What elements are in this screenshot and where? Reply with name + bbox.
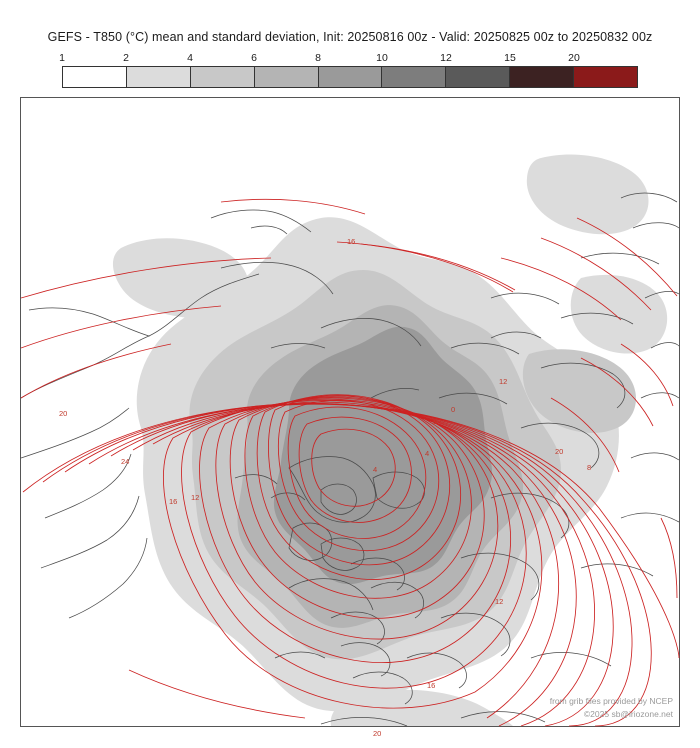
map-svg (21, 98, 679, 738)
colorbar-swatch-1 (127, 67, 191, 87)
svg-text:12: 12 (191, 493, 200, 502)
colorbar-tick-8: 20 (568, 52, 580, 64)
colorbar-swatch-4 (319, 67, 383, 87)
colorbar-swatch-8 (574, 67, 637, 87)
colorbar-tick-7: 15 (504, 52, 516, 64)
colorbar-strip (62, 66, 638, 88)
page-title: GEFS - T850 (°C) mean and standard deviation, Init: 20250816 00z - Valid: 20250825 00z to 20250832 00z (47, 30, 653, 44)
svg-text:4: 4 (373, 465, 378, 474)
colorbar-swatch-5 (382, 67, 446, 87)
stddev-shading (113, 155, 667, 726)
svg-text:8: 8 (587, 463, 592, 472)
colorbar-swatch-7 (510, 67, 574, 87)
colorbar-tick-1: 2 (123, 52, 129, 64)
svg-text:20: 20 (59, 409, 68, 418)
svg-text:16: 16 (347, 237, 356, 246)
copyright-credit: ©2025 sb@iriozone.net (583, 709, 673, 719)
svg-text:12: 12 (495, 597, 504, 606)
colorbar-swatch-2 (191, 67, 255, 87)
data-credit: from grib files provided by NCEP (549, 696, 673, 706)
colorbar-ticks (59, 52, 638, 66)
svg-text:20: 20 (555, 447, 564, 456)
colorbar-tick-3: 6 (251, 52, 257, 64)
svg-text:16: 16 (427, 681, 436, 690)
svg-text:12: 12 (499, 377, 508, 386)
svg-text:0: 0 (451, 405, 456, 414)
colorbar-tick-6: 12 (440, 52, 452, 64)
colorbar-swatch-0 (63, 67, 127, 87)
svg-text:8: 8 (433, 417, 438, 426)
svg-text:16: 16 (169, 497, 178, 506)
colorbar (59, 52, 638, 88)
svg-text:20: 20 (373, 729, 382, 738)
svg-text:4: 4 (425, 449, 430, 458)
map-panel (20, 97, 680, 738)
colorbar-swatch-3 (255, 67, 319, 87)
colorbar-swatch-6 (446, 67, 510, 87)
svg-text:24: 24 (121, 457, 130, 466)
colorbar-tick-4: 8 (315, 52, 321, 64)
colorbar-tick-5: 10 (376, 52, 388, 64)
colorbar-tick-0: 1 (59, 52, 65, 64)
colorbar-tick-2: 4 (187, 52, 193, 64)
